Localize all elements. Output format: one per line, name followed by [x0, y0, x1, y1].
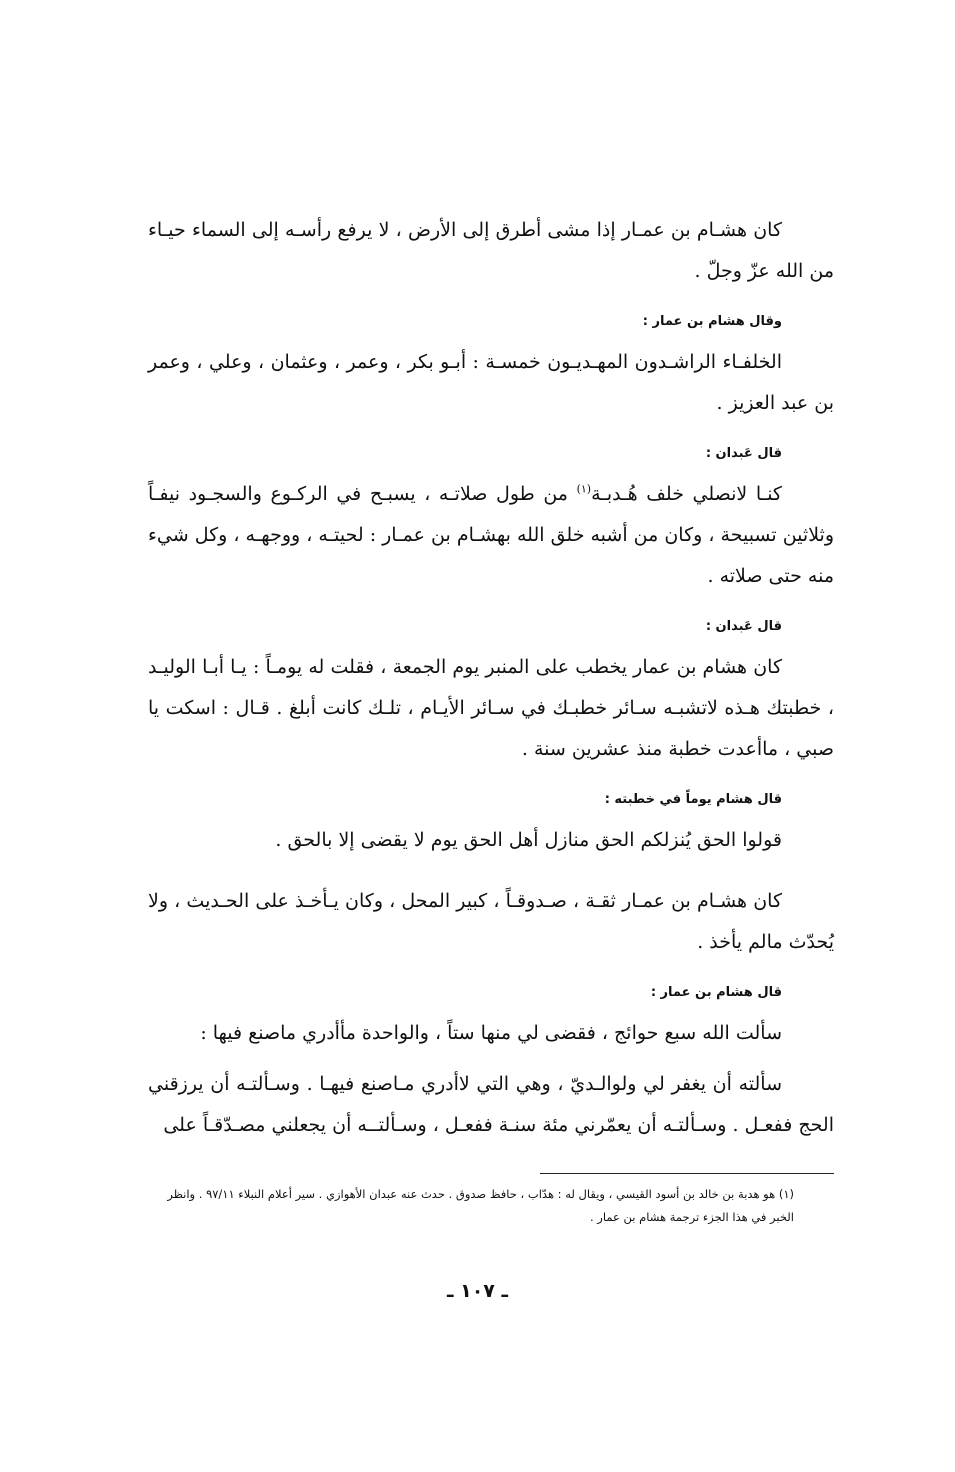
heading-hisham-sermon: قال هشام يوماً في خطبته :: [604, 792, 782, 807]
paragraph-3: [148, 474, 834, 597]
paragraph-2-text: الخلفـاء الراشـدون المهـديـون خمسـة : أبـو بكر ، وعمر ، وعثمان ، وعلي ، وعمر بن عبد العزيز .: [148, 351, 834, 414]
paragraph-5: [148, 820, 834, 861]
heading-abdan-said-1: قال عَبدان :: [705, 446, 782, 461]
paragraph-1: [148, 210, 834, 292]
heading-hisham-said: وقال هشام بن عمار :: [642, 314, 782, 329]
paragraph-6: [148, 881, 834, 963]
main-text: [148, 210, 834, 1146]
heading-abdan-said-2: قال عَبدان :: [705, 619, 782, 634]
paragraph-5-text: قولوا الحق يُنزلكم الحق منازل أهل الحق يوم لا يقضى إلا بالحق .: [275, 829, 782, 851]
paragraph-8: [148, 1064, 834, 1146]
paragraph-7: [148, 1013, 834, 1054]
paragraph-4-text: كان هشام بن عمار يخطب على المنبر يوم الجمعة ، فقلت له يومـاً : يـا أبـا الوليـد ، خطبتك هـذه لاتشبـه سـائر خطبـك في سـائر الأيـام ، تلـك كانت أبلغ . قـال : اسكت يا صبي ، ماأعدت خطبة منذ عشرين سنة .: [148, 656, 834, 760]
heading-hisham-said-2: قال هشام بن عمار :: [650, 985, 782, 1000]
paragraph-2: [148, 342, 834, 424]
paragraph-4: [148, 647, 834, 770]
paragraph-3-text-before: كنـا لانصلي خلف هُـدبـة: [591, 483, 782, 505]
page-number: ـ ١٠٧ ـ: [446, 1280, 508, 1302]
paragraph-1-text: كان هشـام بن عمـار إذا مشى أطرق إلى الأرض ، لا يرفع رأسـه إلى السماء حيـاء من الله عزّ وجلّ .: [148, 219, 834, 282]
paragraph-3-text-after: من طول صلاتـه ، يسبـح في الركـوع والسجـود نيفـاً وثلاثين تسبيحة ، وكان من أشبه خلق الله بهشـام بن عمـار : لحيتـه ، ووجهـه ، وكل شيء منه حتى صلاته .: [148, 483, 834, 587]
paragraph-8-text: سألته أن يغفر لي ولوالـديّ ، وهي التي لاأدري مـاصنع فيهـا . وسـألتـه أن يرزقني الحج ففعـل . وسـألتـه أن يعمّرني مئة سنـة ففعـل ، وسـألتــه أن يجعلني مصـدّقـاً على: [148, 1073, 834, 1136]
footnote-divider: [540, 1173, 834, 1174]
paragraph-7-text: سألت الله سبع حوائج ، فقضى لي منها ستاً ، والواحدة مأأدري ماصنع فيها :: [200, 1022, 782, 1044]
footnote-marker: (١): [576, 482, 592, 496]
paragraph-6-text: كان هشـام بن عمـار ثقـة ، صـدوقـاً ، كبير المحل ، وكان يـأخـذ على الحـديث ، ولا يُحدّث مالم يأخذ .: [148, 890, 834, 953]
footnote: (١) هو هدبة بن خالد بن أسود القيسي ، ويقال له : هدّاب ، حافظ صدوق . حدث عنه عبدان الأهوازي . سير أعلام النبلاء ٩٧/١١ . وانظر الخبر في هذا الجزء ترجمة هشام بن عمار .: [167, 1187, 794, 1224]
